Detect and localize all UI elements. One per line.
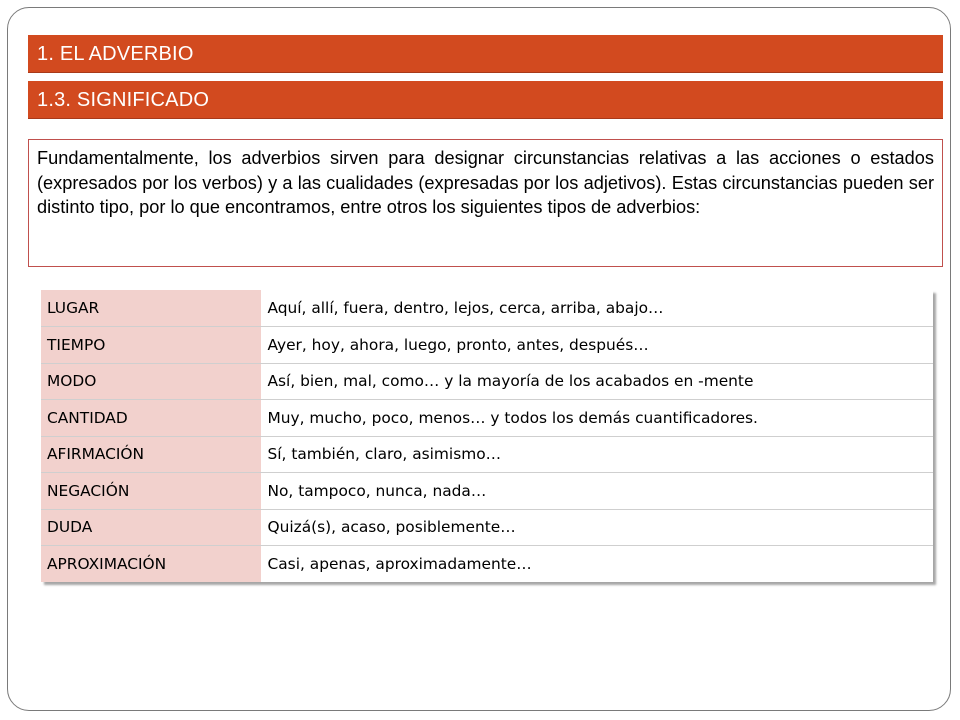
- table-row: [41, 327, 933, 364]
- adverb-examples-cell: Quizá(s), acaso, posiblemente…: [261, 509, 933, 546]
- adverb-type-cell: TIEMPO: [41, 327, 261, 364]
- adverb-examples-cell: Casi, apenas, aproximadamente…: [261, 546, 933, 583]
- adverb-examples-cell: Sí, también, claro, asimismo…: [261, 436, 933, 473]
- adverb-examples-cell: Muy, mucho, poco, menos… y todos los demás cuantificadores.: [261, 400, 933, 437]
- adverb-type-cell: APROXIMACIÓN: [41, 546, 261, 583]
- table-row: [41, 509, 933, 546]
- adverb-types-table: [41, 290, 933, 582]
- adverb-type-cell: AFIRMACIÓN: [41, 436, 261, 473]
- adverb-type-cell: LUGAR: [41, 290, 261, 327]
- table-row: [41, 400, 933, 437]
- adverb-type-cell: DUDA: [41, 509, 261, 546]
- table-row: [41, 290, 933, 327]
- table-row: [41, 546, 933, 583]
- adverb-type-cell: CANTIDAD: [41, 400, 261, 437]
- intro-paragraph: Fundamentalmente, los adverbios sirven para designar circunstancias relativas a las acciones o estados (expresados por los verbos) y a las cualidades (expresadas por los adjetivos). Estas circunstancias pueden ser distinto tipo, por lo que encontramos, entre otros los siguientes tipos de adverbios:: [28, 139, 943, 267]
- adverb-examples-cell: Así, bien, mal, como… y la mayoría de los acabados en -mente: [261, 363, 933, 400]
- adverb-type-cell: NEGACIÓN: [41, 473, 261, 510]
- adverb-examples-cell: Aquí, allí, fuera, dentro, lejos, cerca, arriba, abajo…: [261, 290, 933, 327]
- adverb-examples-cell: Ayer, hoy, ahora, luego, pronto, antes, después…: [261, 327, 933, 364]
- table-row: [41, 363, 933, 400]
- slide-subtitle: 1.3. SIGNIFICADO: [28, 81, 943, 119]
- adverb-type-cell: MODO: [41, 363, 261, 400]
- adverb-examples-cell: No, tampoco, nunca, nada…: [261, 473, 933, 510]
- table-row: [41, 473, 933, 510]
- slide-title: 1. EL ADVERBIO: [28, 35, 943, 73]
- table-row: [41, 436, 933, 473]
